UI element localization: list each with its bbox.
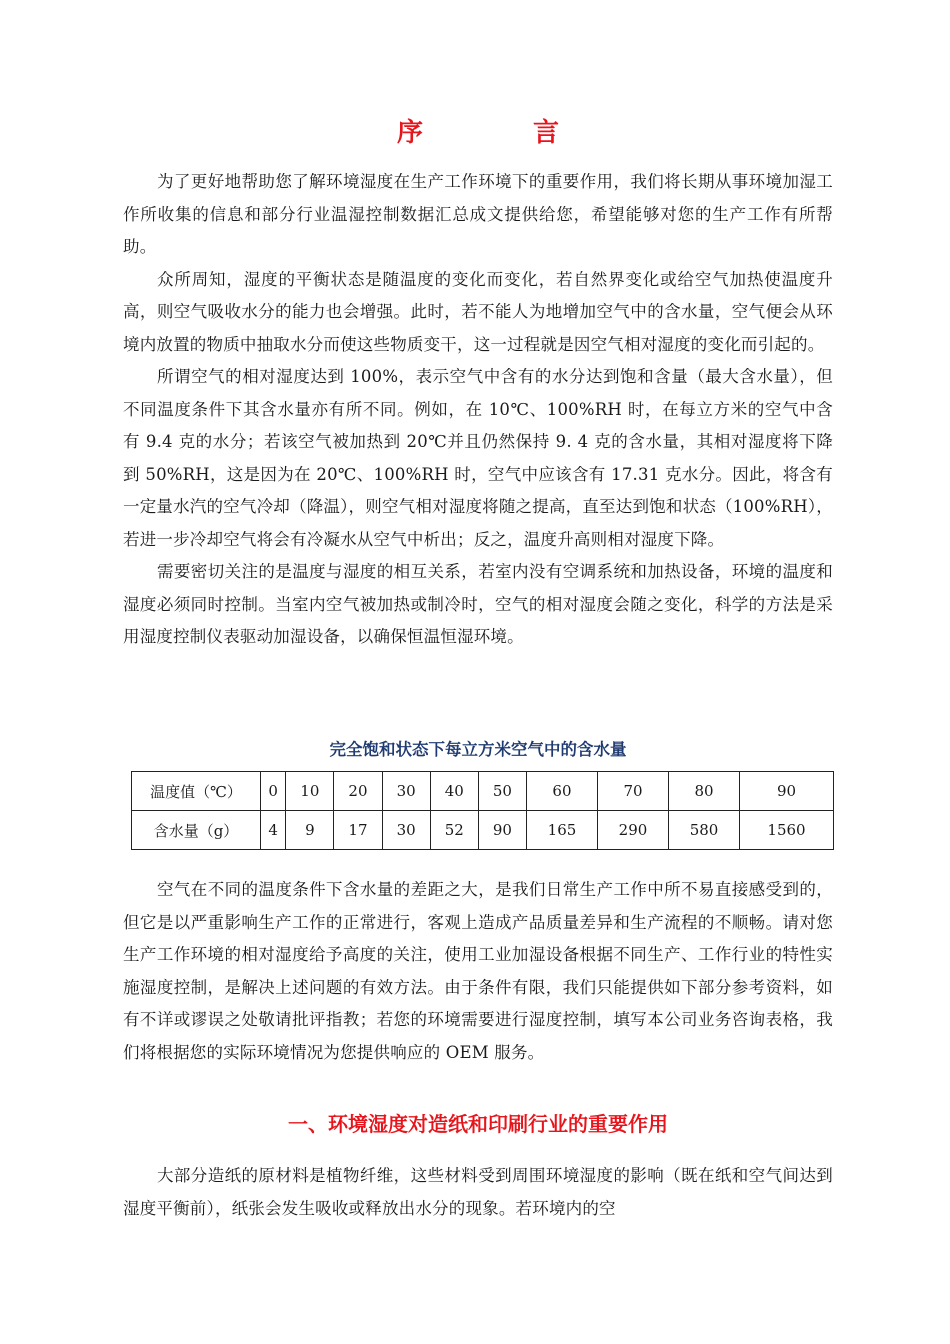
intro-section [123, 166, 833, 654]
section-body [123, 1160, 833, 1225]
table-cell: 165 [526, 811, 597, 850]
paragraph: 众所周知，湿度的平衡状态是随温度的变化而变化，若自然界变化或给空气加热使温度升高，则空气吸收水分的能力也会增强。此时，若不能人为地增加空气中的含水量，空气便会从环境内放置的物质中抽取水分而使这些物质变干，这一过程就是因空气相对湿度的变化而引起的。 [123, 269, 833, 354]
table-cell: 90 [740, 772, 834, 811]
table-cell: 20 [334, 772, 382, 811]
table-cell: 1560 [740, 811, 834, 850]
table-cell: 70 [597, 772, 668, 811]
table-cell: 17 [334, 811, 382, 850]
table-row [132, 772, 834, 811]
paragraph: 大部分造纸的原材料是植物纤维，这些材料受到周围环境湿度的影响（既在纸和空气间达到湿度平衡前），纸张会发生吸收或释放出水分的现象。若环境内的空 [123, 1166, 833, 1218]
after-table-section [123, 874, 833, 1069]
table-cell: 580 [669, 811, 740, 850]
table-cell: 30 [382, 811, 430, 850]
table-cell: 10 [286, 772, 334, 811]
row-label-temperature: 温度值（℃） [132, 772, 261, 811]
table-cell: 4 [261, 811, 286, 850]
row-label-water-content: 含水量（g） [132, 811, 261, 850]
water-content-table [131, 771, 834, 850]
paragraph: 为了更好地帮助您了解环境湿度在生产工作环境下的重要作用，我们将长期从事环境加湿工作所收集的信息和部分行业温湿控制数据汇总成文提供给您，希望能够对您的生产工作有所帮助。 [123, 172, 833, 256]
table-cell: 30 [382, 772, 430, 811]
table-cell: 9 [286, 811, 334, 850]
title-char-right: 言 [533, 118, 560, 148]
table-cell: 60 [526, 772, 597, 811]
paragraph: 空气在不同的温度条件下含水量的差距之大，是我们日常生产工作中所不易直接感受到的，但它是以严重影响生产工作的正常进行，客观上造成产品质量差异和生产流程的不顺畅。请对您生产工作环境的相对湿度给予高度的关注，使用工业加湿设备根据不同生产、工作行业的特性实施湿度控制，是解决上述问题的有效方法。由于条件有限，我们只能提供如下部分参考资料，如有不详或谬误之处敬请批评指教；若您的环境需要进行湿度控制，填写本公司业务咨询表格，我们将根据您的实际环境情况为您提供响应的 OEM 服务。 [123, 880, 833, 1062]
table-cell: 290 [597, 811, 668, 850]
title-char-left: 序 [396, 118, 423, 148]
table-cell: 80 [669, 772, 740, 811]
table-caption: 完全饱和状态下每立方米空气中的含水量 [329, 740, 627, 759]
table-cell: 40 [430, 772, 478, 811]
table-row [132, 811, 834, 850]
paragraph: 需要密切关注的是温度与湿度的相互关系，若室内没有空调系统和加热设备，环境的温度和湿度必须同时控制。当室内空气被加热或制冷时，空气的相对湿度会随之变化，科学的方法是采用湿度控制仪表驱动加湿设备，以确保恒温恒湿环境。 [123, 562, 833, 646]
table-cell: 52 [430, 811, 478, 850]
page-title [123, 112, 833, 149]
table-cell: 90 [478, 811, 526, 850]
table-cell: 50 [478, 772, 526, 811]
section-heading: 一、环境湿度对造纸和印刷行业的重要作用 [288, 1112, 668, 1136]
table-cell: 0 [261, 772, 286, 811]
paragraph: 所谓空气的相对湿度达到 100%，表示空气中含有的水分达到饱和含量（最大含水量），但不同温度条件下其含水量亦有所不同。例如，在 10℃、100%RH 时，在每立方米的空气中含有 9.4 克的水分；若该空气被加热到 20℃并且仍然保持 9. 4 克的含水量，其相对湿度将下降到 50%RH，这是因为在 20℃、100%RH 时，空气中应该含有 17.31 克水分。因此，将含有一定量水汽的空气冷却（降温），则空气相对湿度将随之提高，直至达到饱和状态（100%RH），若进一步冷却空气将会有冷凝水从空气中析出；反之，温度升高则相对湿度下降。 [123, 367, 833, 549]
